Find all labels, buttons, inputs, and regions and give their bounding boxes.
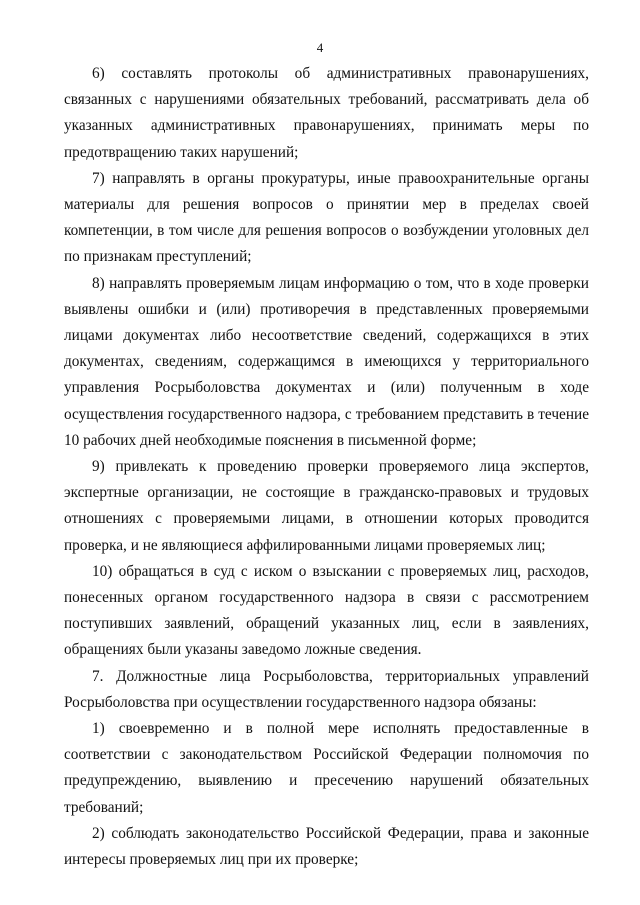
paragraph-duty-1: 1) своевременно и в полной мере исполнять предоставленные в соответствии с законодательством Российской Федерации полномочия по предупреждению, выявлению и пресечению нарушений обязательных требований; bbox=[64, 720, 589, 816]
paragraph-section-7: 7. Должностные лица Росрыболовства, территориальных управлений Росрыболовства при осуществлении государственного надзора обязаны: bbox=[64, 667, 589, 711]
paragraph-item-8: 8) направлять проверяемым лицам информацию о том, что в ходе проверки выявлены ошибки и (или) противоречия в представленных проверяемыми лицами документах либо несоответствие сведений, содержащихся в этих документах, сведениям, содержащимся в имеющихся у территориального управления Росрыболовства документах и (или) полученным в ходе осуществления государственного надзора, с требованием представить в течение 10 рабочих дней необходимые пояснения в письменной форме; bbox=[64, 274, 589, 449]
paragraph-item-6: 6) составлять протоколы об административных правонарушениях, связанных с нарушениями обязательных требований, рассматривать дела об указанных административных правонарушениях, принимать меры по предотвращению таких нарушений; bbox=[64, 65, 589, 161]
document-body bbox=[64, 61, 589, 873]
paragraph-duty-2: 2) соблюдать законодательство Российской Федерации, права и законные интересы проверяемых лиц при их проверке; bbox=[64, 824, 589, 869]
paragraph-item-9: 9) привлекать к проведению проверки проверяемого лица экспертов, экспертные организации, не состоящие в гражданско-правовых и трудовых отношениях с проверяемыми лицами, в отношении которых проводится проверка, и не являющиеся аффилированными лицами проверяемых лиц; bbox=[64, 458, 589, 554]
page-number: 4 bbox=[316, 40, 324, 55]
paragraph-item-10: 10) обращаться в суд с иском о взыскании с проверяемых лиц, расходов, понесенных органом государственного надзора в связи с рассмотрением поступивших заявлений, обращений указанных лиц, если в заявлениях, обращениях были указаны заведомо ложные сведения. bbox=[64, 562, 589, 659]
paragraph-item-7: 7) направлять в органы прокуратуры, иные правоохранительные органы материалы для решения вопросов о принятии мер в пределах своей компетенции, в том числе для решения вопросов о возбуждении уголовных дел по признакам преступлений; bbox=[64, 169, 589, 266]
